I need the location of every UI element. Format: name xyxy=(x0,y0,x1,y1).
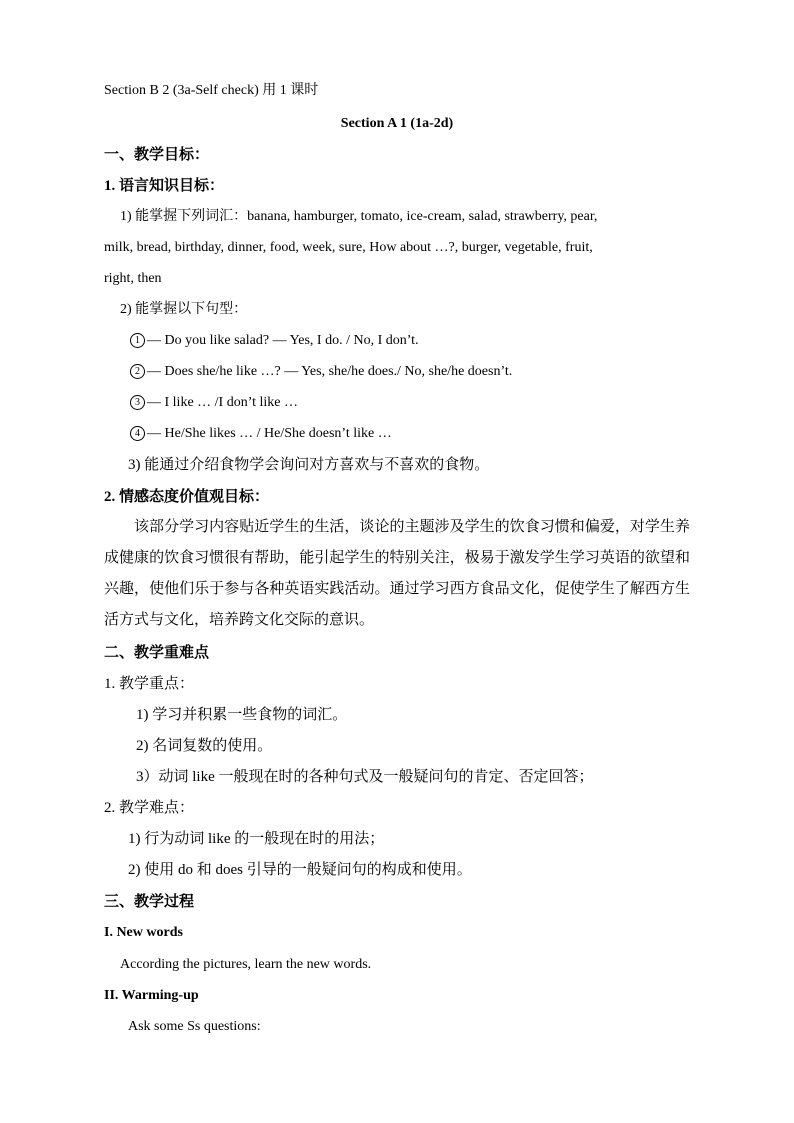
header-note: Section B 2 (3a-Self check) 用 1 课时 xyxy=(104,83,319,98)
circled-number: 4 xyxy=(130,426,145,441)
section-3-heading: 三、教学过程 xyxy=(104,894,195,910)
difficult-point-2: 2) 使用 do 和 does 引导的一般疑问句的构成和使用。 xyxy=(128,862,472,878)
key-point-2: 2) 名词复数的使用。 xyxy=(136,738,273,754)
warming-up-text: Ask some Ss questions: xyxy=(128,1019,261,1034)
pattern-1 xyxy=(130,331,419,351)
circled-number: 1 xyxy=(130,333,145,348)
pattern-text: — Does she/he like …? — Yes, she/he does./ No, she/he doesn’t. xyxy=(147,364,513,379)
circled-number: 2 xyxy=(130,364,145,379)
vocab-line-1: 1) 能掌握下列词汇：banana, hamburger, tomato, ice-cream, salad, strawberry, pear, xyxy=(120,209,598,224)
goal-item-3: 3) 能通过介绍食物学会询问对方喜欢与不喜欢的食物。 xyxy=(128,457,490,473)
paragraph-text: 该部分学习内容贴近学生的生活，谈论的主题涉及学生的饮食习惯和偏爱，对学生养成健康的饮食习惯很有帮助，能引起学生的特别关注，极易于激发学生学习英语的欲望和兴趣，使他们乐于参与各种英语实践活动。通过学习西方食品文化，促使学生了解西方生活方式与文化，培养跨文化交际的意识。 xyxy=(104,519,690,628)
pattern-text: — He/She likes … / He/She doesn’t like … xyxy=(147,426,392,441)
lesson-title: Section A 1 (1a-2d) xyxy=(340,116,454,131)
warming-up-heading: II. Warming-up xyxy=(104,988,199,1003)
pattern-2 xyxy=(130,362,512,382)
language-goal-heading: 1. 语言知识目标： xyxy=(104,178,225,194)
section-1-heading: 一、教学目标： xyxy=(104,147,210,163)
new-words-heading: I. New words xyxy=(104,925,183,940)
difficult-point-1: 1) 行为动词 like 的一般现在时的用法； xyxy=(128,831,385,847)
vocab-line-3: right, then xyxy=(104,271,162,286)
difficult-points-heading: 2. 教学难点： xyxy=(104,800,195,816)
emotion-goal-paragraph xyxy=(104,512,690,636)
circled-number: 3 xyxy=(130,395,145,410)
new-words-text: According the pictures, learn the new words. xyxy=(120,957,372,972)
emotion-goal-heading: 2. 情感态度价值观目标： xyxy=(104,489,270,505)
pattern-text: — Do you like salad? — Yes, I do. / No, I don’t. xyxy=(147,333,419,348)
key-point-3: 3）动词 like 一般现在时的各种句式及一般疑问句的肯定、否定回答； xyxy=(136,769,594,785)
key-point-1: 1) 学习并积累一些食物的词汇。 xyxy=(136,707,348,723)
patterns-intro: 2) 能掌握以下句型： xyxy=(120,302,248,317)
pattern-text: — I like … /I don’t like … xyxy=(147,395,298,410)
pattern-3 xyxy=(130,393,298,413)
key-points-heading: 1. 教学重点： xyxy=(104,676,195,692)
section-2-heading: 二、教学重难点 xyxy=(104,645,210,661)
pattern-4 xyxy=(130,424,392,444)
vocab-line-2: milk, bread, birthday, dinner, food, week, sure, How about …?, burger, vegetable, fruit, xyxy=(104,240,593,255)
